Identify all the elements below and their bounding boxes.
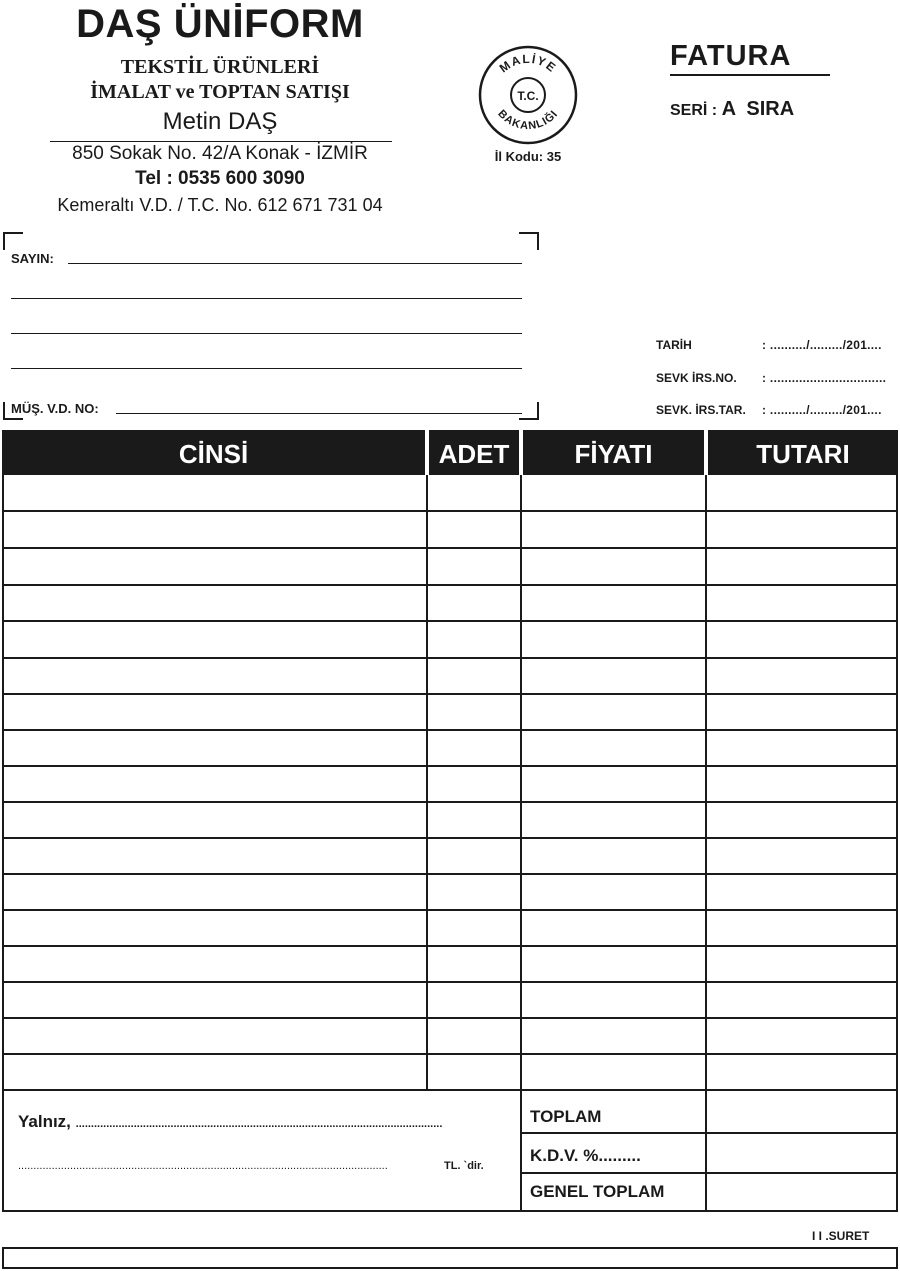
bottom-strip [2,1247,898,1269]
date-value[interactable]: : ........../........./201.... [762,338,882,352]
column-divider [426,475,428,1089]
invoice-title: FATURA [670,40,792,72]
customer-line-4[interactable] [11,368,522,369]
column-header-adet: ADET [438,439,510,469]
column-divider [705,475,707,1212]
table-row[interactable] [2,801,898,803]
column-header-tutari: TUTARI [756,439,850,469]
table-row[interactable] [2,620,898,622]
amount-in-words-label [18,1112,442,1132]
sayin-label: SAYIN: [11,251,54,266]
owner-name: Metin DAŞ [162,108,278,135]
copy-marker: I I .SURET [812,1229,870,1243]
table-row[interactable] [2,729,898,731]
table-row[interactable] [2,909,898,911]
series-label: SERİ : [670,102,718,119]
series-value: A SIRA [721,98,795,120]
company-address: 850 Sokak No. 42/A Konak - İZMİR [72,143,368,164]
ministry-seal [478,45,578,145]
yalniz-label: Yalnız, [18,1112,71,1131]
table-row[interactable] [2,981,898,983]
table-row[interactable] [2,837,898,839]
company-tagline-2: İMALAT ve TOPTAN SATIŞI [90,81,350,103]
company-name: DAŞ ÜNİFORM [76,2,364,46]
table-row[interactable] [2,945,898,947]
seal-bottom-text: BAKANLIĞI [495,107,561,133]
invoice-series [670,98,794,121]
genel-toplam-label: GENEL TOPLAM [530,1182,665,1201]
date-label: TARİH [656,338,692,352]
header-divider [50,141,392,142]
sayin-line[interactable] [68,263,522,264]
amount-in-words-line-2[interactable]: ......................................................................................................................... [18,1160,388,1172]
table-row[interactable] [2,510,898,512]
customer-box-corner-tl [3,232,23,250]
tax-office-line[interactable] [116,413,522,414]
kdv-label: K.D.V. %......... [530,1146,641,1165]
company-phone: Tel : 0535 600 3090 [135,168,305,189]
table-row[interactable] [2,1053,898,1055]
table-row[interactable] [2,584,898,586]
il-kodu: İl Kodu: 35 [494,149,562,164]
waybill-no-value[interactable]: : ................................ [762,371,887,385]
column-divider [520,475,522,1212]
customer-line-3[interactable] [11,333,522,334]
waybill-no-label: SEVK İRS.NO. [656,371,737,385]
totals-row-divider [520,1172,898,1174]
table-row[interactable] [2,693,898,695]
tax-office-label: MÜŞ. V.D. NO: [11,401,99,416]
table-row[interactable] [2,1017,898,1019]
tl-suffix: TL. `dir. [444,1160,484,1172]
table-row[interactable] [2,873,898,875]
table-row[interactable] [2,657,898,659]
company-tagline-1: TEKSTİL ÜRÜNLERİ [120,56,320,78]
totals-row-divider [520,1132,898,1134]
invoice-title-underline [670,74,830,76]
waybill-date-label: SEVK. İRS.TAR. [656,403,746,417]
column-header-cinsi: CİNSİ [178,439,249,469]
column-header-fiyati: FİYATI [574,439,653,469]
table-row[interactable] [2,765,898,767]
svg-text:MALİYE [497,51,560,75]
customer-line-2[interactable] [11,298,522,299]
amount-in-words-dots[interactable]: ........................................................................................................................ [75,1118,443,1130]
toplam-label: TOPLAM [530,1107,602,1126]
company-tax-info: Kemeraltı V.D. / T.C. No. 612 671 731 04 [57,195,383,215]
seal-top-text: MALİYE [496,51,560,76]
table-row[interactable] [2,1089,898,1091]
customer-box-corner-tr [519,232,539,250]
table-row[interactable] [2,547,898,549]
seal-center-text: T.C. [517,89,539,103]
waybill-date-value[interactable]: : ........../........./201.... [762,403,882,417]
customer-box-corner-br [519,402,539,420]
